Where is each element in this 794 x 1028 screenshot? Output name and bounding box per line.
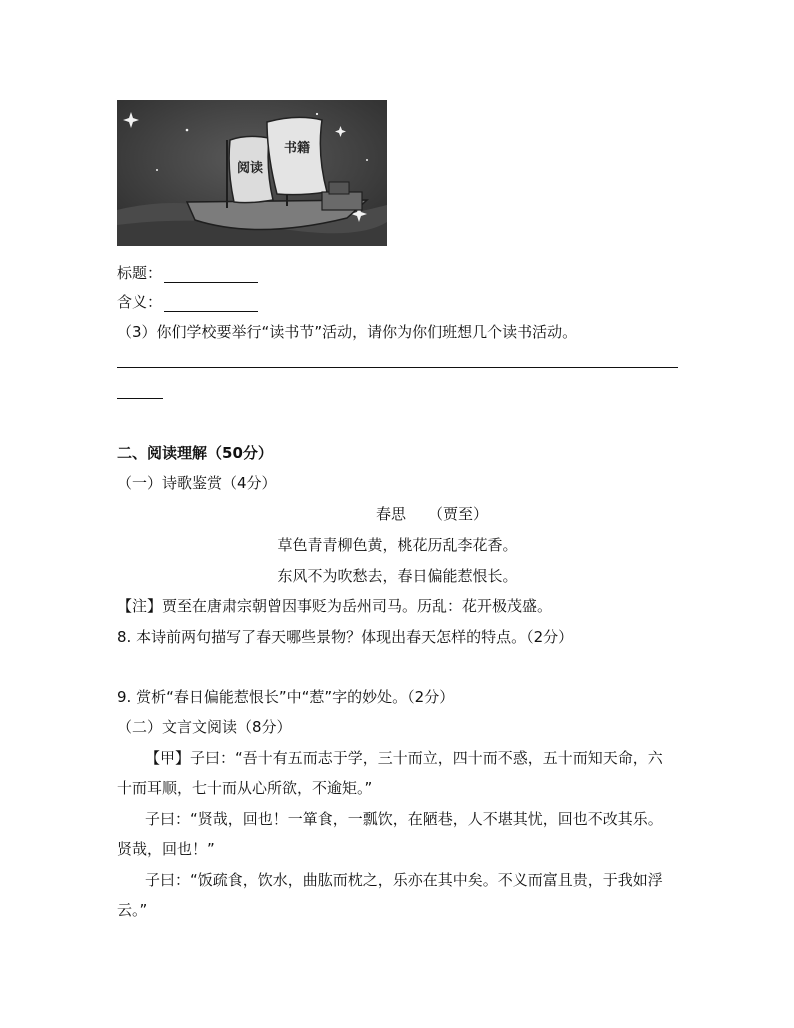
poem-line-1: 草色青青柳色黄，桃花历乱李花香。: [277, 536, 518, 554]
meaning-label: 含义：: [117, 293, 163, 311]
passage-p3-line2: 云。”: [117, 901, 148, 919]
subsection-2-heading: （二）文言文阅读（8分）: [117, 718, 292, 736]
question-3: （3）你们学校要举行“读书节”活动，请你为你们班想几个读书活动。: [117, 323, 578, 341]
poem-note: 【注】贾至在唐肃宗朝曾因事贬为岳州司马。历乱：花开极茂盛。: [117, 597, 553, 615]
answer-line-short[interactable]: [117, 398, 163, 399]
meaning-answer-blank[interactable]: [164, 297, 258, 312]
passage-p1-line2: 十而耳顺，七十而从心所欲，不逾矩。”: [117, 779, 373, 797]
passage-p2-line1: 子曰：“贤哉，回也！一箪食，一瓢饮，在陋巷，人不堪其忧，回也不改其乐。: [145, 810, 663, 828]
title-answer-blank[interactable]: [164, 268, 258, 283]
title-question: [117, 262, 258, 283]
sail-right-label: 书籍: [283, 141, 311, 156]
illustration-book-ship: [117, 100, 387, 246]
passage-p3-line1: 子曰：“饭疏食，饮水，曲肱而枕之，乐亦在其中矣。不义而富且贵，于我如浮: [145, 871, 663, 889]
meaning-question: [117, 291, 258, 312]
question-8: 8. 本诗前两句描写了春天哪些景物？体现出春天怎样的特点。（2分）: [117, 628, 574, 646]
poem-line-2: 东风不为吹愁去，春日偏能惹恨长。: [277, 567, 518, 585]
passage-p1-line1: 【甲】子曰：“吾十有五而志于学，三十而立，四十而不惑，五十而知天命，六: [145, 749, 663, 767]
title-label: 标题：: [117, 264, 163, 282]
poem-title-line: [376, 503, 488, 524]
question-9: 9. 赏析“春日偏能惹恨长”中“惹”字的妙处。（2分）: [117, 688, 455, 706]
section-2-heading: 二、阅读理解（50分）: [117, 444, 273, 462]
passage-p2-line2: 贤哉，回也！”: [117, 840, 215, 858]
subsection-1-heading: （一）诗歌鉴赏（4分）: [117, 474, 277, 492]
poem-author: （贾至）: [428, 505, 489, 523]
answer-line-long[interactable]: [117, 367, 678, 368]
sail-left-label: 阅读: [236, 161, 264, 176]
poem-title: 春思: [376, 505, 407, 523]
